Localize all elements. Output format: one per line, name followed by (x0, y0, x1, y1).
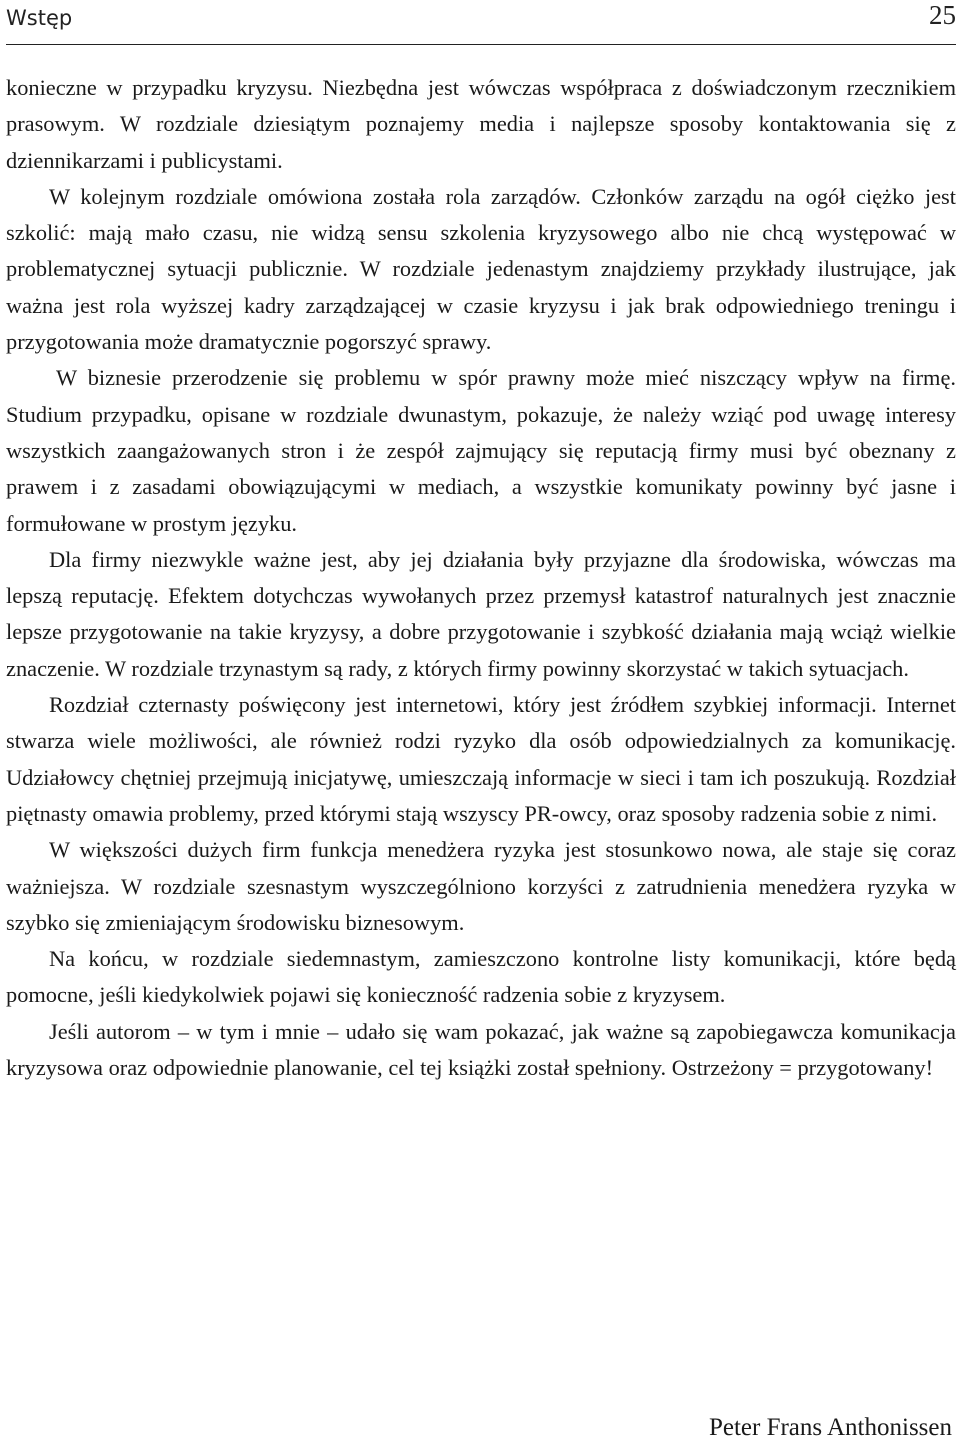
running-title: Wstęp (6, 6, 73, 30)
paragraph: Dla firmy niezwykle ważne jest, aby jej działania były przyjazne dla środowiska, wówczas ma lepszą reputację. Efektem dotychczas wywołanych przez przemysł katastrof naturalnych jest znacznie lepsze przygotowanie na takie kryzysy, a dobre przygotowanie i szybkość działania mają wciąż wielkie znaczenie. W rozdziale trzynastym są rady, z których firmy powinny skorzystać w takich sytuacjach. (6, 546, 956, 681)
paragraph: konieczne w przypadku kryzysu. Niezbędna jest wówczas współpraca z doświadczonym rzecznikiem prasowym. W rozdziale dziesiątym poznajemy media i najlepsze sposoby kontaktowania się z dziennikarzami i publicystami. (6, 75, 956, 173)
page-number: 25 (929, 0, 956, 30)
paragraph: Na końcu, w rozdziale siedemnastym, zamieszczono kontrolne listy komunikacji, które będą pomocne, jeśli kiedykolwiek pojawi się konieczność radzenia sobie z kryzysem. (6, 946, 956, 1008)
paragraph: W większości dużych firm funkcja menedżera ryzyka jest stosunkowo nowa, ale staje się coraz ważniejsza. W rozdziale szesnastym wyszczególniono korzyści z zatrudnienia menedżera ryzyka w szybko się zmieniającym środowisku biznesowym. (6, 837, 956, 935)
paragraph: Jeśli autorom – w tym i mnie – udało się wam pokazać, jak ważne są zapobiegawcza komunikacja kryzysowa oraz odpowiednie planowanie, cel tej książki został spełniony. Ostrzeżony = przygotowany! (6, 1018, 956, 1081)
paragraph: Rozdział czternasty poświęcony jest internetowi, który jest źródłem szybkiej informacji. Internet stwarza wiele możliwości, ale również rodzi ryzyko dla osób odpowiedzialnych za komunikację. Udziałowcy chętniej przejmują inicjatywę, umieszczają informacje w sieci i tam ich poszukują. Rozdział piętnasty omawia problemy, przed którymi stają wszyscy PR-owcy, oraz sposoby radzenia sobie z nimi. (6, 692, 956, 826)
author-signature: Peter Frans Anthonissen (708, 1414, 952, 1441)
paragraph: W kolejnym rozdziale omówiona została rola zarządów. Członków zarządu na ogół ciężko jest szkolić: mają mało czasu, nie widzą sensu szkolenia kryzysowego albo nie chcą występować w problematycznej sytuacji publicznie. W rozdziale jedenastym znajdziemy przykłady ilustrujące, jak ważna jest rola wyższej kadry zarządzającej w czasie kryzysu i jak brak odpowiedniego treningu i przygotowania może dramatycznie pogorszyć sprawy. (6, 183, 956, 355)
paragraph: W biznesie przerodzenie się problemu w spór prawny może mieć niszczący wpływ na firmę. Studium przypadku, opisane w rozdziale dwunastym, pokazuje, że należy wziąć pod uwagę interesy wszystkich zaangażowanych stron i że zespół zajmujący się reputacją firmy musi być obeznany z prawem i z zasadami obowiązującymi w mediach, a wszystkie komunikaty powinny być jasne i formułowane w prostym języku. (6, 365, 956, 536)
running-header (6, 0, 956, 45)
body-text (6, 70, 956, 1086)
